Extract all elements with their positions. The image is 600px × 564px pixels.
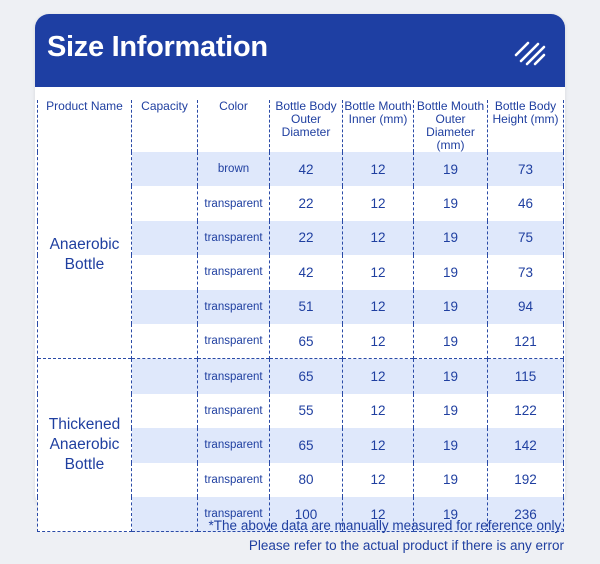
mouth-inner-cell: 12	[343, 186, 414, 220]
color-cell: transparent	[198, 463, 270, 497]
outer-diameter-cell: 100	[270, 497, 343, 532]
outer-diameter-cell: 65	[270, 428, 343, 462]
capacity-cell	[132, 394, 198, 428]
color-cell: transparent	[198, 497, 270, 532]
col-header-capacity: Capacity	[132, 100, 198, 152]
table-row	[38, 152, 564, 186]
capacity-cell	[132, 221, 198, 255]
color-cell: transparent	[198, 221, 270, 255]
mouth-inner-cell: 12	[343, 463, 414, 497]
mouth-outer-cell: 19	[414, 428, 488, 462]
capacity-cell	[132, 324, 198, 359]
color-cell: transparent	[198, 394, 270, 428]
mouth-outer-cell: 19	[414, 255, 488, 289]
size-table	[37, 100, 564, 532]
height-cell: 94	[488, 290, 564, 324]
mouth-inner-cell: 12	[343, 255, 414, 289]
outer-diameter-cell: 42	[270, 152, 343, 186]
height-cell: 75	[488, 221, 564, 255]
height-cell: 121	[488, 324, 564, 359]
outer-diameter-cell: 65	[270, 324, 343, 359]
height-cell: 115	[488, 359, 564, 394]
mouth-inner-cell: 12	[343, 497, 414, 532]
mouth-outer-cell: 19	[414, 359, 488, 394]
height-cell: 46	[488, 186, 564, 220]
color-cell: transparent	[198, 359, 270, 394]
capacity-cell	[132, 290, 198, 324]
height-cell: 142	[488, 428, 564, 462]
col-header-color: Color	[198, 100, 270, 152]
capacity-cell	[132, 186, 198, 220]
outer-diameter-cell: 22	[270, 221, 343, 255]
mouth-outer-cell: 19	[414, 324, 488, 359]
mouth-inner-cell: 12	[343, 324, 414, 359]
mouth-inner-cell: 12	[343, 290, 414, 324]
mouth-inner-cell: 12	[343, 394, 414, 428]
outer-diameter-cell: 55	[270, 394, 343, 428]
product-name-cell: Anaerobic Bottle	[38, 152, 132, 359]
color-cell: transparent	[198, 324, 270, 359]
capacity-cell	[132, 463, 198, 497]
height-cell: 122	[488, 394, 564, 428]
capacity-cell	[132, 359, 198, 394]
color-cell: transparent	[198, 428, 270, 462]
mouth-outer-cell: 19	[414, 497, 488, 532]
outer-diameter-cell: 42	[270, 255, 343, 289]
col-header-body-height: Bottle Body Height (mm)	[488, 100, 564, 152]
mouth-inner-cell: 12	[343, 428, 414, 462]
capacity-cell	[132, 497, 198, 532]
height-cell: 73	[488, 255, 564, 289]
footnote-line-2: Please refer to the actual product if there is any error	[248, 538, 564, 553]
col-header-product-name: Product Name	[38, 100, 132, 152]
table-header-row	[38, 100, 564, 152]
capacity-cell	[132, 255, 198, 289]
mouth-inner-cell: 12	[343, 221, 414, 255]
product-name-cell: Thickened Anaerobic Bottle	[38, 359, 132, 532]
capacity-cell	[132, 428, 198, 462]
color-cell: transparent	[198, 255, 270, 289]
height-cell: 192	[488, 463, 564, 497]
mouth-outer-cell: 19	[414, 221, 488, 255]
outer-diameter-cell: 22	[270, 186, 343, 220]
mouth-inner-cell: 12	[343, 152, 414, 186]
size-table-wrap	[37, 99, 563, 522]
height-cell: 73	[488, 152, 564, 186]
capacity-cell	[132, 152, 198, 186]
color-cell: transparent	[198, 186, 270, 220]
outer-diameter-cell: 65	[270, 359, 343, 394]
mouth-outer-cell: 19	[414, 152, 488, 186]
mouth-outer-cell: 19	[414, 394, 488, 428]
mouth-outer-cell: 19	[414, 290, 488, 324]
table-row	[38, 359, 564, 394]
mouth-inner-cell: 12	[343, 359, 414, 394]
col-header-mouth-inner: Bottle Mouth Inner (mm)	[343, 100, 414, 152]
footnote-line-1: *The above data are manually measured for reference only.	[208, 518, 564, 533]
mouth-outer-cell: 19	[414, 186, 488, 220]
footnote	[209, 516, 564, 556]
outer-diameter-cell: 80	[270, 463, 343, 497]
col-header-mouth-outer: Bottle Mouth Outer Diameter (mm)	[414, 100, 488, 152]
diagonal-stripes-logo-icon	[513, 38, 547, 66]
mouth-outer-cell: 19	[414, 463, 488, 497]
outer-diameter-cell: 51	[270, 290, 343, 324]
size-info-card	[35, 14, 565, 522]
col-header-outer-diameter: Bottle Body Outer Diameter	[270, 100, 343, 152]
page-title: Size Information	[47, 31, 268, 63]
color-cell: transparent	[198, 290, 270, 324]
header-bar	[35, 14, 565, 87]
height-cell: 236	[488, 497, 564, 532]
color-cell: brown	[198, 152, 270, 186]
